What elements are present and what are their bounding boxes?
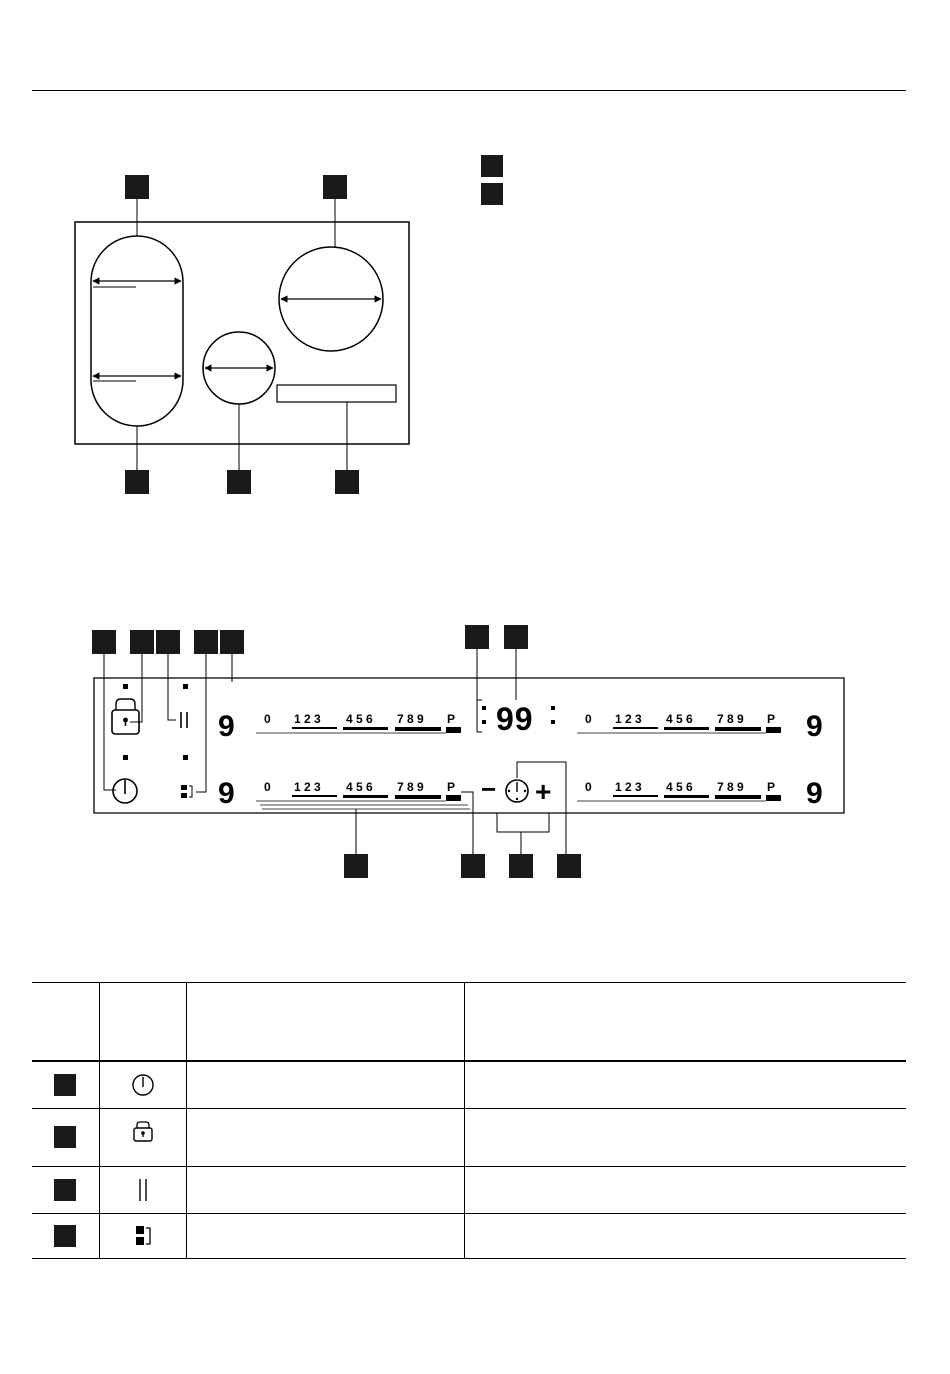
row-badge: [54, 1225, 76, 1247]
table-header-row: [32, 983, 906, 1062]
pause-icon[interactable]: [181, 712, 187, 728]
symbol-legend-table: [32, 982, 906, 1259]
svg-text:P: P: [447, 712, 456, 726]
zone-display: 9: [218, 777, 235, 810]
control-strip: [277, 385, 396, 402]
key-badge: [481, 183, 503, 205]
zone-display: 9: [218, 710, 235, 743]
svg-text:7 8 9: 7 8 9: [397, 780, 424, 794]
svg-text:P: P: [767, 780, 776, 794]
indicator-dot: [123, 684, 128, 689]
callout-badge: [125, 470, 149, 494]
zone-display: 9: [806, 710, 823, 743]
lock-icon[interactable]: [112, 699, 139, 734]
indicator-dot: [183, 755, 188, 760]
indicator-dot: [183, 684, 188, 689]
callout-badge: [344, 854, 368, 878]
header-cell: [32, 983, 99, 1062]
svg-text:7 8 9: 7 8 9: [397, 712, 424, 726]
header-cell: [99, 983, 186, 1062]
cooking-zones-figure: [0, 0, 950, 520]
callout-badge: [194, 630, 218, 654]
timer-plus-button[interactable]: +: [535, 776, 552, 807]
power-icon[interactable]: [113, 779, 137, 803]
table-row: [32, 1213, 906, 1258]
table-row: [32, 1061, 906, 1108]
row-badge: [54, 1074, 76, 1096]
callout-badge: [227, 470, 251, 494]
svg-text:4 5 6: 4 5 6: [346, 712, 373, 726]
callout-badge: [461, 854, 485, 878]
svg-text:0: 0: [264, 780, 271, 794]
table-row: [32, 1166, 906, 1213]
bridge-zone: [91, 236, 183, 426]
svg-text:0: 0: [264, 712, 271, 726]
timer-minus-button[interactable]: −: [481, 774, 497, 804]
callout-badge: [465, 625, 489, 649]
svg-text:1 2 3: 1 2 3: [294, 712, 321, 726]
svg-text:0: 0: [585, 780, 592, 794]
callout-badge: [323, 175, 347, 199]
timer-display: [482, 701, 555, 737]
callout-badge: [156, 630, 180, 654]
svg-text:P: P: [767, 712, 776, 726]
bridge-icon[interactable]: [181, 785, 192, 798]
svg-text:P: P: [447, 780, 456, 794]
callout-badge: [509, 854, 533, 878]
bridge-icon: [131, 1223, 155, 1249]
lock-icon: [131, 1119, 155, 1143]
table-row: [32, 1108, 906, 1166]
svg-text:1 2 3: 1 2 3: [615, 780, 642, 794]
power-scale[interactable]: [256, 712, 461, 733]
svg-text:4 5 6: 4 5 6: [346, 780, 373, 794]
header-cell: [186, 983, 464, 1062]
callout-badge: [335, 470, 359, 494]
key-badge: [481, 155, 503, 177]
svg-text:99: 99: [496, 701, 534, 737]
header-cell: [464, 983, 906, 1062]
svg-text:7 8 9: 7 8 9: [717, 712, 744, 726]
svg-text:1 2 3: 1 2 3: [615, 712, 642, 726]
power-scale[interactable]: [577, 780, 781, 801]
svg-text:1 2 3: 1 2 3: [294, 780, 321, 794]
row-badge: [54, 1179, 76, 1201]
callout-badge: [125, 175, 149, 199]
control-panel-figure: [0, 620, 950, 880]
timer-icon[interactable]: [506, 780, 528, 802]
svg-text:7 8 9: 7 8 9: [717, 780, 744, 794]
row-badge: [54, 1126, 76, 1148]
zone-display: 9: [806, 777, 823, 810]
svg-text:0: 0: [585, 712, 592, 726]
svg-text:4 5 6: 4 5 6: [666, 712, 693, 726]
indicator-dot: [123, 755, 128, 760]
callout-badge: [557, 854, 581, 878]
callout-badge: [92, 630, 116, 654]
power-icon: [131, 1073, 155, 1097]
callout-badge: [504, 625, 528, 649]
svg-text:4 5 6: 4 5 6: [666, 780, 693, 794]
power-scale[interactable]: [256, 780, 470, 809]
callout-badge: [130, 630, 154, 654]
power-scale[interactable]: [577, 712, 781, 733]
pause-icon: [131, 1177, 155, 1203]
callout-badge: [220, 630, 244, 654]
